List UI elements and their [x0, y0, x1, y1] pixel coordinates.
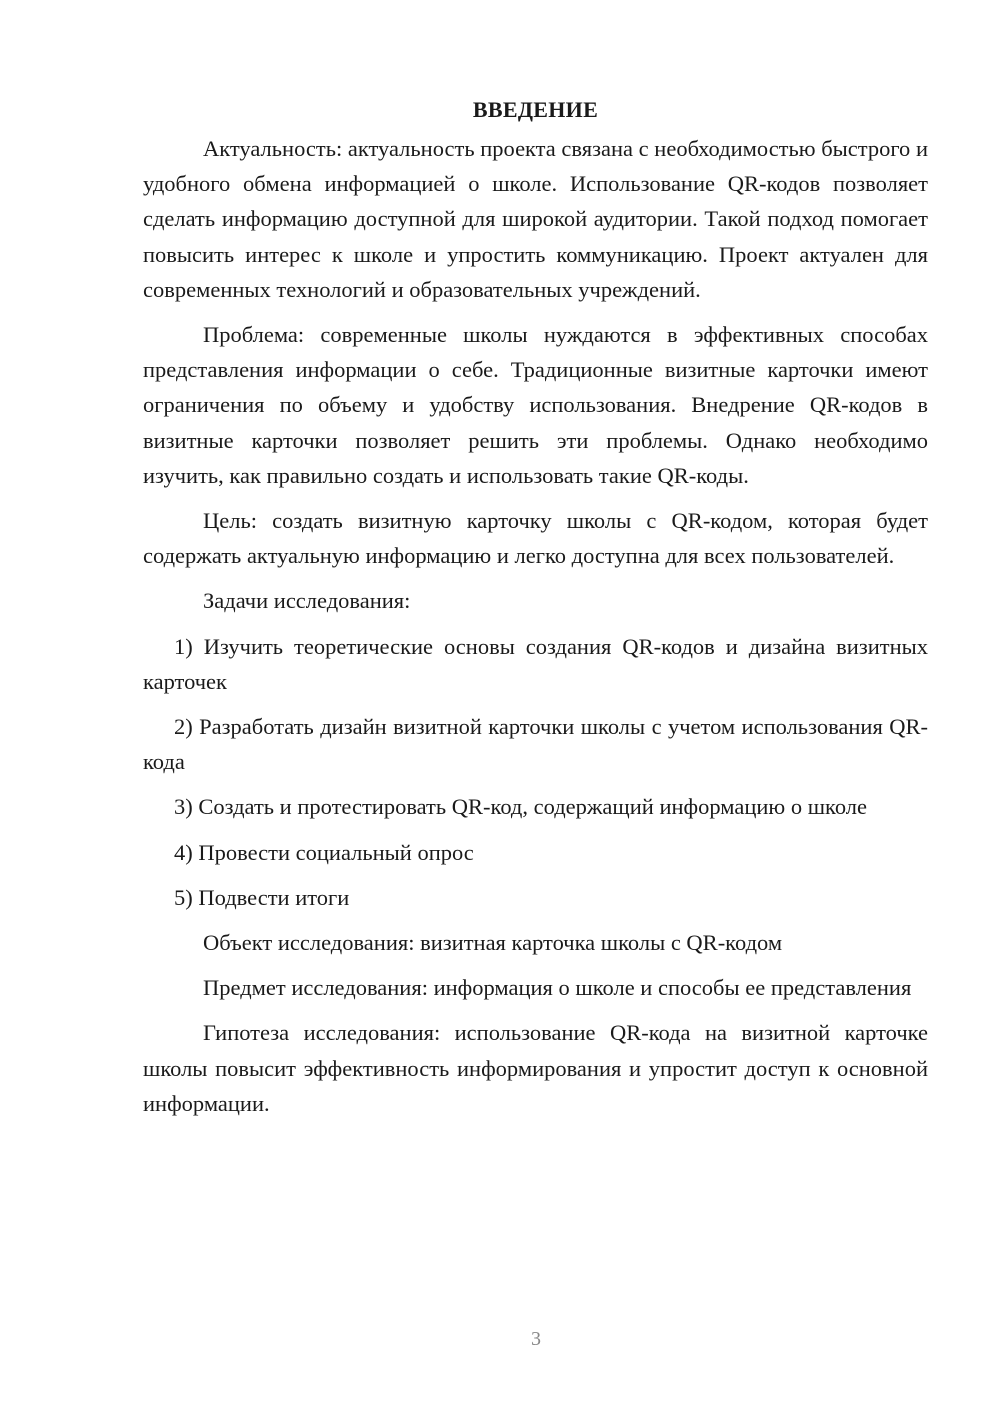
task-item-3: 3) Создать и протестировать QR-код, содержащий информацию о школе	[174, 794, 868, 820]
subject-paragraph: Предмет исследования: информация о школе и способы ее представления	[203, 975, 912, 1001]
section-title: ВВЕДЕНИЕ	[472, 97, 599, 122]
task-item-1: 1) Изучить теоретические основы создания QR-кодов и дизайна визитных карточек	[143, 633, 928, 694]
relevance-paragraph: Актуальность: актуальность проекта связана с необходимостью быстрого и удобного обмена информацией о школе. Использование QR-кодов позволяет сделать информацию доступной для широкой аудитории. Такой подход помогает повысить интерес к школе и упростить коммуникацию. Проект актуален для современных технологий и образовательных учреждений.	[143, 136, 928, 302]
tasks-heading: Задачи исследования:	[203, 588, 411, 614]
problem-paragraph: Проблема: современные школы нуждаются в эффективных способах представления информации о себе. Традиционные визитные карточки имеют ограничения по объему и удобству использования. Внедрение QR-кодов в визитные карточки позволяет решить эти проблемы. Однако необходимо изучить, как правильно создать и использовать такие QR-коды.	[143, 322, 928, 488]
page-number: 3	[531, 1328, 541, 1350]
goal-paragraph: Цель: создать визитную карточку школы с QR-кодом, которая будет содержать актуальную информацию и легко доступна для всех пользователей.	[143, 508, 928, 569]
task-item-5: 5) Подвести итоги	[174, 884, 350, 910]
task-item-2: 2) Разработать дизайн визитной карточки школы с учетом использования QR-кода	[143, 714, 928, 775]
object-paragraph: Объект исследования: визитная карточка школы с QR-кодом	[203, 930, 783, 956]
hypothesis-paragraph: Гипотеза исследования: использование QR-кода на визитной карточке школы повысит эффективность информирования и упростит доступ к основной информации.	[143, 1020, 928, 1116]
task-item-4: 4) Провести социальный опрос	[174, 839, 474, 865]
document-page	[143, 95, 928, 1131]
